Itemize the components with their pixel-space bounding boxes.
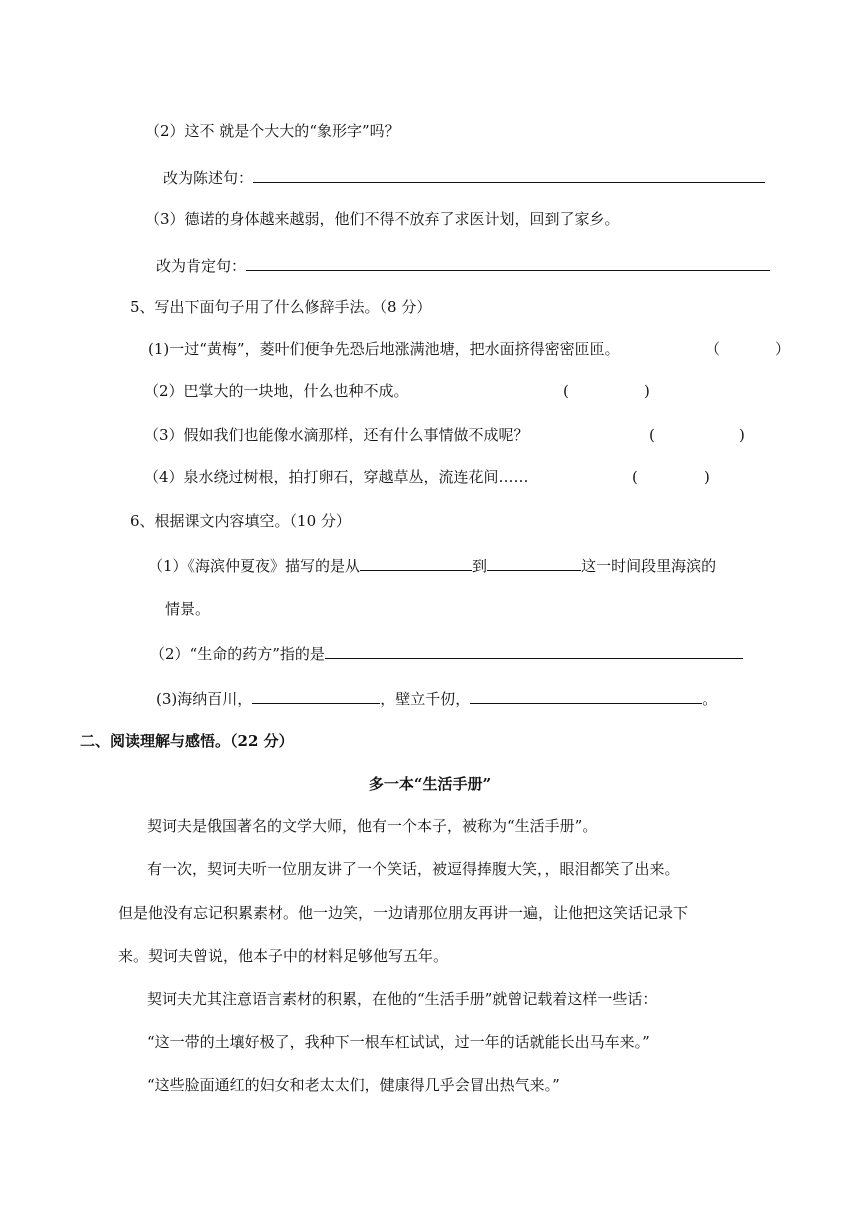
q5-item1-paren-open: （	[705, 340, 721, 358]
q5-heading: 5、写出下面句子用了什么修辞手法。（8 分）	[130, 298, 432, 316]
q6-item1	[148, 554, 716, 576]
section2-heading: 二、阅读理解与感悟。（22 分）	[80, 732, 294, 750]
q5-item1-paren-close: ）	[775, 340, 791, 358]
q6-item1-blank-to[interactable]	[487, 554, 581, 571]
passage-paragraph-1: 契诃夫是俄国著名的文学大师，他有一个本子，被称为“生活手册”。	[147, 817, 598, 835]
q5-item1: (1)一过“黄梅”，菱叶们便争先恐后地涨满池塘，把水面挤得密密匝匝。	[148, 340, 620, 358]
q6-item3	[156, 687, 717, 709]
passage-paragraph-2-line-1: 有一次，契诃夫听一位朋友讲了一个笑话，被逗得捧腹大笑，，眼泪都笑了出来。	[147, 860, 680, 878]
q6-item2	[150, 642, 743, 664]
q5-item3-paren-open: (	[649, 426, 655, 444]
passage-quote-2: “这些脸面通红的妇女和老太太们，健康得几乎会冒出热气来。”	[147, 1076, 560, 1094]
q4-item2-prompt	[163, 166, 765, 188]
q6-item1-part-a: （1）《海滨仲夏夜》描写的是从	[148, 557, 361, 575]
passage-paragraph-2-line-3: 来。契诃夫曾说，他本子中的材料足够他写五年。	[118, 947, 449, 965]
q4-item3-prompt	[156, 254, 770, 276]
q4-item2-text: （2）这不 就是个大大的“象形字”吗？	[145, 122, 400, 140]
passage-quote-1: “这一带的土壤好极了，我种下一根车杠试试，过一年的话就能长出马车来。”	[147, 1033, 650, 1051]
q6-item1-continuation: 情景。	[165, 600, 211, 618]
q6-item3-part-b: ，壁立千仞，	[380, 690, 471, 708]
q5-item2: （2）巴掌大的一块地，什么也种不成。	[144, 382, 409, 400]
q5-item2-paren-open: (	[563, 382, 569, 400]
q5-item4: （4）泉水绕过树根，拍打卵石，穿越草丛，流连花间……	[144, 468, 529, 486]
q6-item1-blank-from[interactable]	[360, 554, 472, 571]
q6-item3-part-c: 。	[702, 690, 718, 708]
q4-item3-text: （3）德诺的身体越来越弱，他们不得不放弃了求医计划，回到了家乡。	[145, 210, 620, 228]
q5-item4-paren-close: )	[704, 468, 710, 486]
passage-title: 多一本“生活手册”	[368, 775, 492, 793]
q4-item2-answer-blank[interactable]	[253, 166, 765, 183]
q6-item3-blank-1[interactable]	[252, 687, 380, 704]
passage-paragraph-2-line-2: 但是他没有忘记积累素材。他一边笑，一边请那位朋友再讲一遍，让他把这笑话记录下	[118, 904, 689, 922]
q5-item3-paren-close: )	[739, 426, 745, 444]
q6-item2-label: （2）“生命的药方”指的是	[150, 645, 325, 663]
q6-item1-part-c: 这一时间段里海滨的	[581, 557, 717, 575]
q5-item3: （3）假如我们也能像水滴那样，还有什么事情做不成呢？	[144, 426, 529, 444]
q6-item1-part-b: 到	[472, 557, 488, 575]
q6-item3-blank-2[interactable]	[470, 687, 702, 704]
q5-item4-paren-open: (	[632, 468, 638, 486]
q4-item3-prompt-label: 改为肯定句：	[156, 257, 247, 275]
q5-item2-paren-close: )	[644, 382, 650, 400]
q6-heading: 6、根据课文内容填空。（10 分）	[130, 512, 351, 530]
q4-item2-prompt-label: 改为陈述句：	[163, 169, 254, 187]
q6-item2-answer-blank[interactable]	[325, 642, 743, 659]
passage-paragraph-3: 契诃夫尤其注意语言素材的积累，在他的“生活手册”就曾记载着这样一些话：	[147, 990, 658, 1008]
q6-item3-part-a: (3)海纳百川，	[156, 690, 253, 708]
q4-item3-answer-blank[interactable]	[246, 254, 770, 271]
